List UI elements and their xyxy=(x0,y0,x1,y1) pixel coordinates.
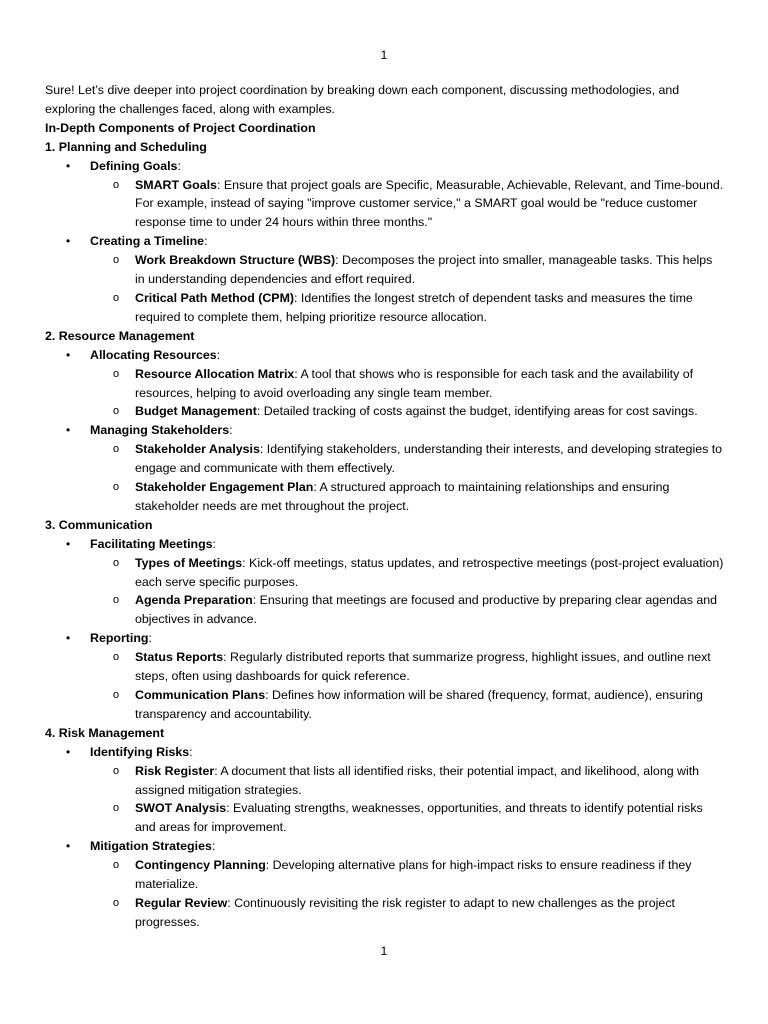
bullet-list xyxy=(45,346,725,516)
sub-bullet-term: Resource Allocation Matrix xyxy=(135,366,295,381)
sub-bullet-item xyxy=(45,289,725,327)
sub-bullet-text: : A document that lists all identified risks, their potential impact, and likelihood, along with assigned mitigation strategies. xyxy=(135,763,700,797)
bullet-item xyxy=(45,629,725,648)
bullet-colon: : xyxy=(229,423,233,438)
bullet-label: Allocating Resources xyxy=(90,347,217,362)
bullet-colon: : xyxy=(148,631,152,646)
sub-bullet-item xyxy=(45,799,725,837)
section-heading: 1. Planning and Scheduling xyxy=(45,139,207,154)
sub-bullet-text: : Defines how information will be shared (frequency, format, audience), ensuring transparency and accountability. xyxy=(135,688,703,721)
bullet-colon: : xyxy=(189,744,193,759)
bullet-item xyxy=(45,157,725,176)
sub-bullet-marker: o xyxy=(113,481,120,494)
sub-bullet-marker: o xyxy=(113,443,120,456)
bullet-label: Mitigation Strategies xyxy=(90,839,212,854)
sub-bullet-item xyxy=(45,554,725,592)
intro-paragraph: Sure! Let’s dive deeper into project coordination by breaking down each component, discussing methodologies, and exploring the challenges faced, along with examples. xyxy=(45,83,680,116)
bullet-colon: : xyxy=(216,347,221,362)
bullet-colon: : xyxy=(211,839,216,854)
document-title: In-Depth Components of Project Coordination xyxy=(45,120,316,135)
sub-bullet-text: : Developing alternative plans for high-impact risks to ensure readiness if they materialize. xyxy=(135,858,692,892)
bullet-item xyxy=(45,743,725,762)
sub-bullet-item xyxy=(45,176,725,233)
sub-bullet-item xyxy=(45,856,725,894)
sub-bullet-marker: o xyxy=(113,689,120,701)
bullet-marker: • xyxy=(66,234,71,249)
sub-bullet-term: Work Breakdown Structure (WBS) xyxy=(135,253,336,268)
bullet-list xyxy=(45,743,725,932)
sub-bullet-term: Regular Review xyxy=(135,895,228,910)
sub-bullet-term: Contingency Planning xyxy=(135,858,266,873)
sub-bullet-marker: o xyxy=(113,291,120,304)
sub-bullet-list xyxy=(45,554,725,630)
sub-bullet-text: : A tool that shows who is responsible for each task and the availability of resources, helping to avoid overloading any single team member. xyxy=(135,366,694,400)
bullet-colon: : xyxy=(212,536,216,551)
bullet-marker: • xyxy=(66,839,71,854)
sub-bullet-marker: o xyxy=(113,802,120,815)
page-number-header: 1 xyxy=(380,48,388,62)
sub-bullet-term: Agenda Preparation xyxy=(135,593,253,608)
bullet-label: Identifying Risks xyxy=(90,744,190,759)
sub-bullet-marker: o xyxy=(113,651,120,664)
sub-bullet-term: SWOT Analysis xyxy=(135,801,227,816)
sub-bullet-text: : Regularly distributed reports that summarize progress, highlight issues, and outline next steps, often using dashboards for quick reference. xyxy=(135,650,711,684)
sub-bullet-marker: o xyxy=(113,556,120,569)
sub-bullet-term: Stakeholder Engagement Plan xyxy=(135,480,314,495)
sub-bullet-term: Budget Management xyxy=(135,404,257,419)
sub-bullet-list xyxy=(45,440,725,516)
sub-bullet-marker: o xyxy=(113,367,120,380)
sections-container xyxy=(45,138,725,932)
bullet-marker: • xyxy=(66,744,71,759)
bullet-item xyxy=(45,837,725,856)
sub-bullet-text: : A structured approach to maintaining relationships and ensuring stakeholder needs are met throughout the project. xyxy=(135,480,670,513)
sub-bullet-list xyxy=(45,176,725,233)
bullet-label: Defining Goals xyxy=(90,158,178,173)
sub-bullet-text: : Ensuring that meetings are focused and productive by preparing clear agendas and objectives in advance. xyxy=(135,593,718,627)
bullet-list xyxy=(45,535,725,724)
bullet-label: Facilitating Meetings xyxy=(90,536,213,551)
bullet-label: Managing Stakeholders xyxy=(90,423,230,438)
sub-bullet-item xyxy=(45,365,725,403)
sub-bullet-marker: o xyxy=(113,859,120,872)
section-heading: 4. Risk Management xyxy=(45,725,165,740)
sub-bullet-item xyxy=(45,686,725,724)
sub-bullet-term: Risk Register xyxy=(135,763,215,778)
sub-bullet-list xyxy=(45,762,725,838)
sub-bullet-text: : Ensure that project goals are Specific, Measurable, Achievable, Relevant, and Time-bound. For example, instead of saying "improve customer service," a SMART goal would be "reduce customer response time to under 24 hours within three months." xyxy=(135,177,724,230)
bullet-item xyxy=(45,346,725,365)
page-number-footer: 1 xyxy=(380,944,388,958)
sub-bullet-item xyxy=(45,894,725,932)
sub-bullet-marker: o xyxy=(113,178,120,191)
sub-bullet-text: : Detailed tracking of costs against the budget, identifying areas for cost savings. xyxy=(256,404,698,419)
sub-bullet-marker: o xyxy=(113,594,120,607)
sub-bullet-term: Critical Path Method (CPM) xyxy=(135,290,295,305)
sub-bullet-term: Status Reports xyxy=(135,650,224,665)
sub-bullet-text: : Identifying stakeholders, understanding their interests, and developing strategies to engage and communicate with them effectively. xyxy=(135,442,723,476)
sub-bullet-term: Stakeholder Analysis xyxy=(135,442,260,457)
bullet-colon: : xyxy=(177,158,181,173)
bullet-marker: • xyxy=(66,347,71,362)
sub-bullet-text: : Decomposes the project into smaller, manageable tasks. This helps in understanding dependencies and effort required. xyxy=(135,253,713,287)
bullet-marker: • xyxy=(66,423,71,438)
bullet-item xyxy=(45,421,725,440)
sub-bullet-item xyxy=(45,251,725,289)
sub-bullet-item xyxy=(45,440,725,478)
sub-bullet-item xyxy=(45,478,725,516)
bullet-marker: • xyxy=(66,158,71,173)
sub-bullet-item xyxy=(45,648,725,686)
sub-bullet-item xyxy=(45,402,725,421)
sub-bullet-text: : Evaluating strengths, weaknesses, opportunities, and threats to identify potential risks and areas for improvement. xyxy=(135,801,703,835)
sub-bullet-term: Types of Meetings xyxy=(135,555,243,570)
sub-bullet-item xyxy=(45,591,725,629)
sub-bullet-marker: o xyxy=(113,896,120,909)
sub-bullet-term: SMART Goals xyxy=(135,177,217,192)
document-body xyxy=(45,81,725,932)
sub-bullet-text: : Continuously revisiting the risk register to adapt to new challenges as the project progresses. xyxy=(135,895,675,929)
sub-bullet-marker: o xyxy=(113,254,120,267)
sub-bullet-list xyxy=(45,365,725,422)
sub-bullet-list xyxy=(45,856,725,932)
bullet-item xyxy=(45,232,725,251)
sub-bullet-text: : Kick-off meetings, status updates, and retrospective meetings (post-project evaluation) each serve specific purposes. xyxy=(135,555,724,589)
section-heading: 3. Communication xyxy=(45,517,153,532)
sub-bullet-list xyxy=(45,251,725,327)
bullet-label: Creating a Timeline xyxy=(90,234,205,249)
sub-bullet-marker: o xyxy=(113,405,120,418)
bullet-marker: • xyxy=(66,536,71,551)
bullet-marker: • xyxy=(66,631,71,646)
bullet-item xyxy=(45,535,725,554)
sub-bullet-item xyxy=(45,762,725,800)
sub-bullet-text: : Identifies the longest stretch of dependent tasks and measures the time required to complete them, helping prioritize resource allocation. xyxy=(135,290,693,324)
sub-bullet-list xyxy=(45,648,725,724)
sub-bullet-marker: o xyxy=(113,764,120,777)
bullet-list xyxy=(45,157,725,327)
sub-bullet-term: Communication Plans xyxy=(135,688,266,702)
section-heading: 2. Resource Management xyxy=(45,328,195,343)
bullet-label: Reporting xyxy=(90,631,149,646)
bullet-colon: : xyxy=(204,234,208,249)
